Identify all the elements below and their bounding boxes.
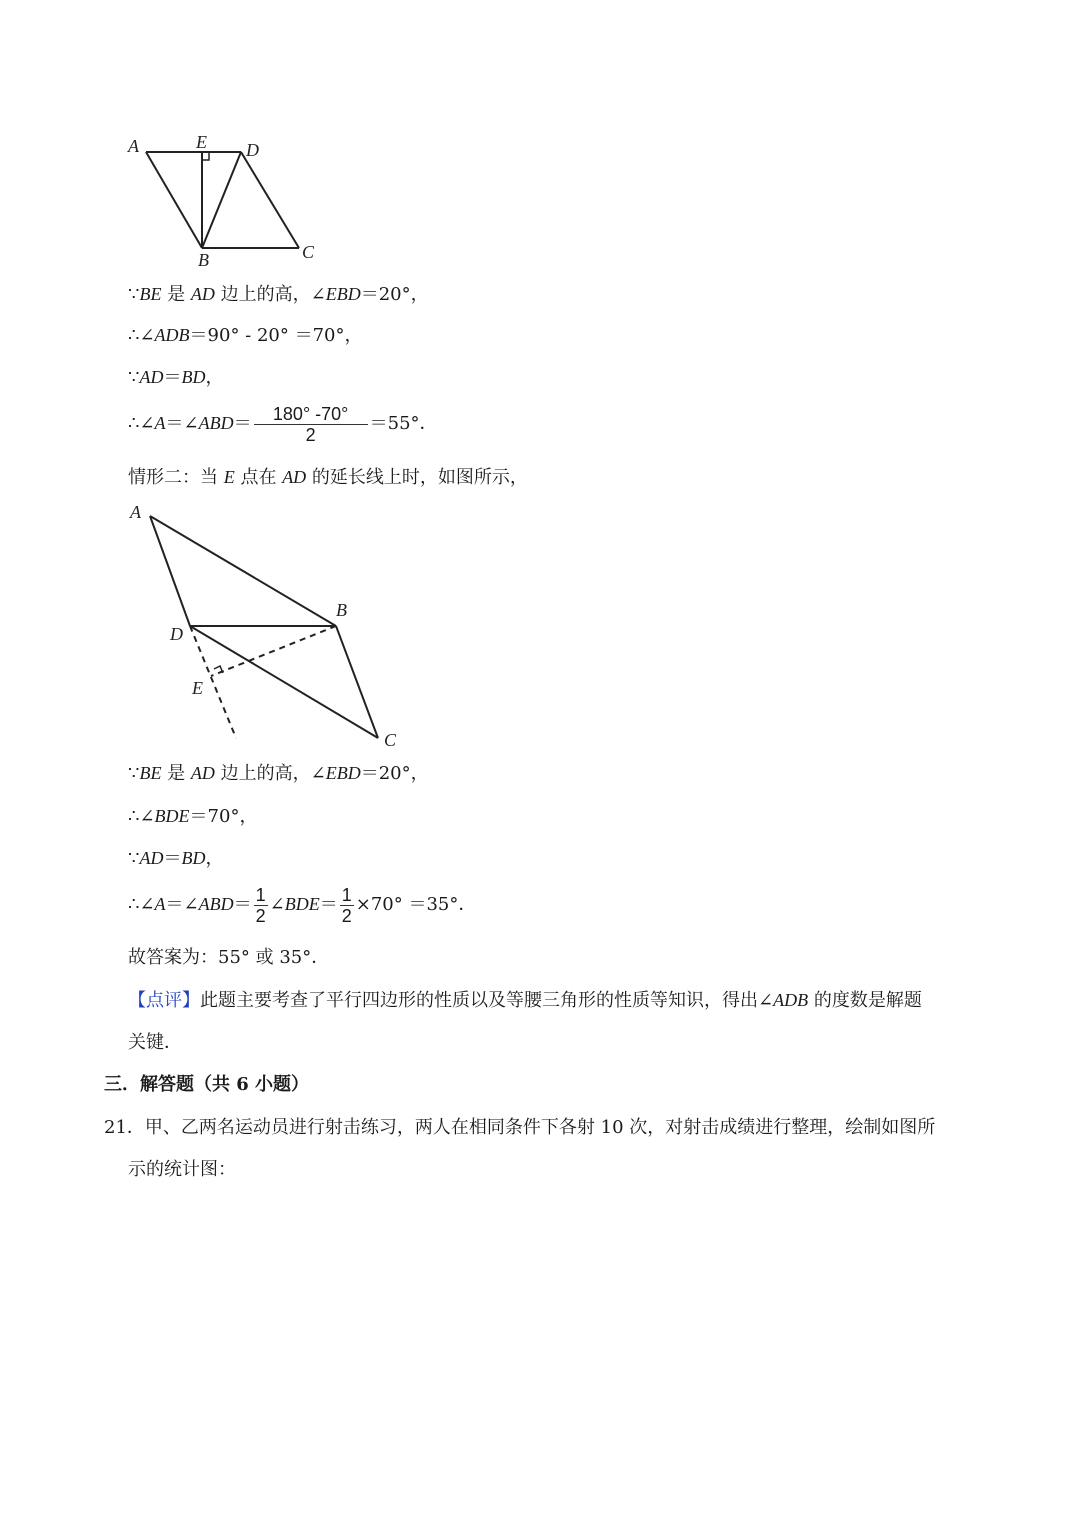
comment-tag: 【点评】 [128,990,200,1011]
label-A: A [130,502,141,522]
label-B: B [198,250,209,270]
label-C: C [384,730,397,750]
fraction-one-half: $\frac{1}{2}$ [341,884,352,926]
segment-AB [146,152,202,248]
section-heading: 三．解答题（共 6 小题） [104,1074,310,1095]
case1-line4: ∴∠A＝∠ABD＝ $\frac{180^\circ -70^\circ}{2}$ ＝55°． [128,403,438,445]
segment-AB [150,516,336,626]
label-B: B [336,600,347,620]
fraction-one-half: $\frac{1}{2}$ [255,884,266,926]
case1-line1: ∵BE 是 AD 边上的高，∠EBD＝20°， [128,284,429,305]
answer-line: 故答案为：55° 或 35°． [128,947,330,968]
case2-intro: 情形二：当 E 点在 AD 的延长线上时，如图所示， [128,467,528,488]
label-D: D [170,624,183,644]
label-E: E [192,678,203,698]
segment-AD [150,516,190,626]
case1-line3: ∵AD＝BD， [128,367,224,388]
case2-line4: ∴∠A＝∠ABD＝ $\frac{1}{2}$ ∠BDE＝ $\frac{1}{2}$ ×70° ＝35°． [128,884,477,926]
label-C: C [302,242,315,262]
comment-line2: 关键． [128,1032,182,1053]
segment-BE-dashed [211,626,336,676]
question-21-line2: 示的统计图： [128,1159,236,1180]
figure-parallelogram-case2 [120,498,410,753]
question-21-line1: 21．甲、乙两名运动员进行射击练习，两人在相同条件下各射 10 次，对射击成绩进行整理，绘制如图所 [104,1117,936,1138]
case2-line2: ∴∠BDE＝70°， [128,806,258,827]
comment-line1: 【点评】此题主要考查了平行四边形的性质以及等腰三角形的性质等知识，得出∠ADB 的度数是解题 [128,990,922,1011]
label-A: A [128,136,139,156]
fraction-180-minus-70-over-2: $\frac{180^\circ -70^\circ}{2}$ [254,404,368,445]
label-D: D [246,140,259,160]
segment-BD [202,152,241,248]
segment-DC [241,152,299,248]
segment-DC [190,626,378,738]
right-angle-mark [202,152,209,160]
figure-parallelogram-case1 [120,130,330,270]
case2-line1: ∵BE 是 AD 边上的高，∠EBD＝20°， [128,763,429,784]
case2-line3: ∵AD＝BD， [128,848,224,869]
label-E: E [196,132,207,152]
case1-line2: ∴∠ADB＝90° - 20° ＝70°， [128,325,363,346]
segment-BC [336,626,378,738]
